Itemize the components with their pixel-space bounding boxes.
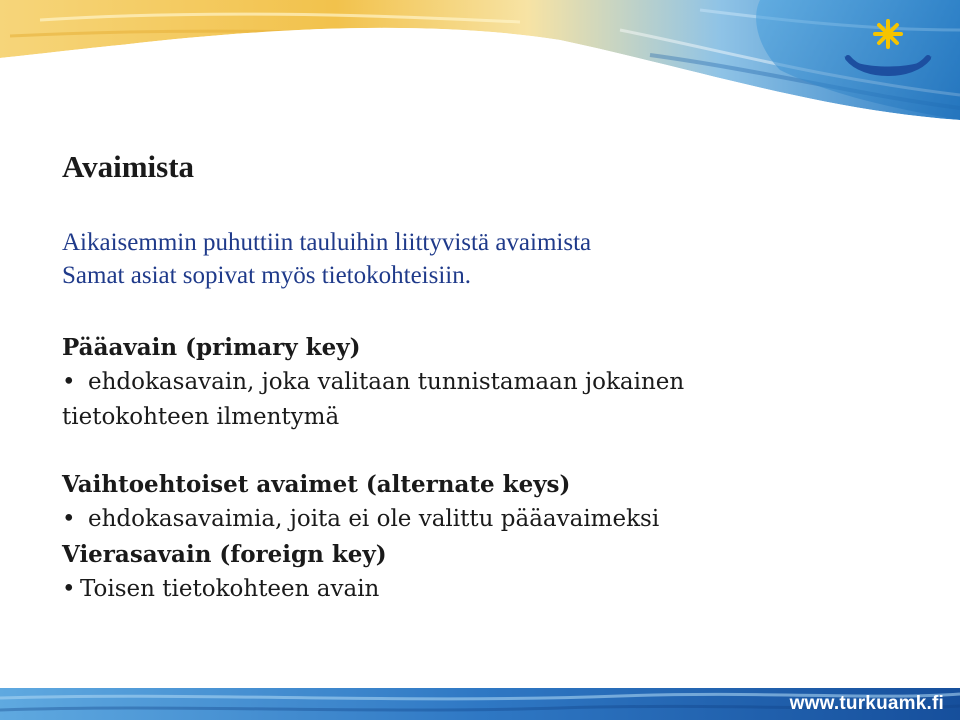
header-water-banner <box>0 0 960 130</box>
primary-key-heading: Pääavain (primary key) <box>62 334 361 361</box>
bullet-text: ehdokasavaimia, joita ei ole valittu pääavaimeksi <box>88 506 660 532</box>
bullet-icon: • <box>62 506 76 532</box>
alternate-keys-section <box>62 467 922 607</box>
intro-line: Aikaisemmin puhuttiin tauluihin liittyvistä avaimista <box>62 229 592 256</box>
turku-amk-logo-icon <box>838 12 938 88</box>
list-item <box>62 572 922 607</box>
bullet-text: ehdokasavain, joka valitaan tunnistamaan jokainen <box>88 369 685 395</box>
list-item <box>62 365 922 400</box>
alternate-keys-heading: Vaihtoehtoiset avaimet (alternate keys) <box>62 471 571 498</box>
slide-content <box>62 140 922 607</box>
footer-url-link[interactable]: www.turkuamk.fi <box>789 693 944 714</box>
intro-line: Samat asiat sopivat myös tietokohteisiin. <box>62 262 471 289</box>
bullet-icon: • <box>62 576 76 602</box>
intro-text <box>62 226 922 292</box>
list-item <box>62 502 922 537</box>
bullet-text: Toisen tietokohteen avain <box>80 576 380 602</box>
foreign-key-heading: Vierasavain (foreign key) <box>62 541 387 568</box>
footer-banner <box>0 688 960 720</box>
primary-key-section <box>62 330 922 435</box>
bullet-icon: • <box>62 369 76 395</box>
list-item-continuation: tietokohteen ilmentymä <box>62 404 340 430</box>
slide-title: Avaimista <box>62 149 195 184</box>
